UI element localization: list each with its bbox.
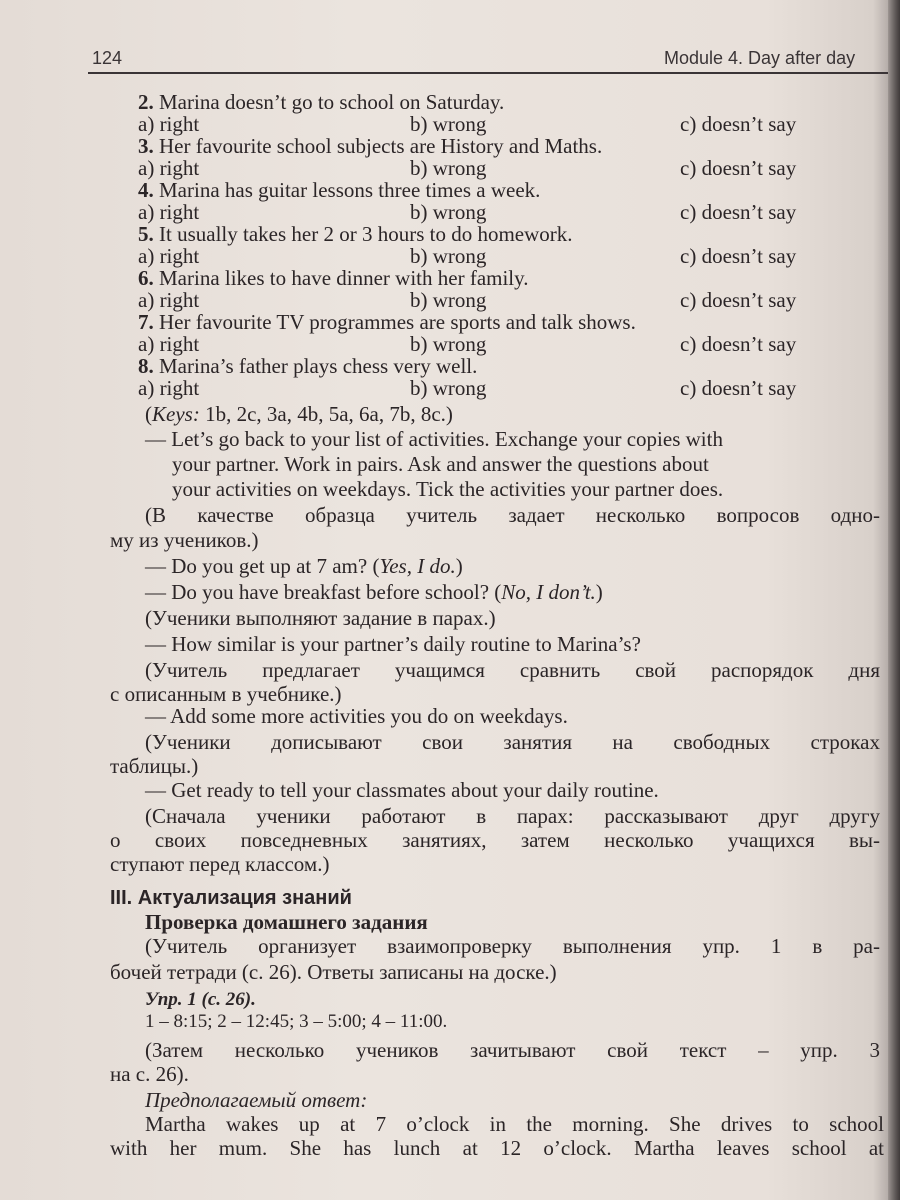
answer-label: Предполагаемый ответ: [145,1088,368,1112]
body-line: (Ученики дописывают свои занятия на свободных строках [145,730,880,754]
answer-option-c: c) doesn’t say [680,156,797,180]
answer-option-c: c) doesn’t say [680,376,797,400]
answer-option-b: b) wrong [410,244,487,268]
body-line: — Get ready to tell your classmates about your daily routine. [145,778,659,802]
answer-option-b: b) wrong [410,288,487,312]
section-subheading: Проверка домашнего задания [145,910,428,934]
dialogue-line: — Do you get up at 7 am? (Yes, I do.) [145,554,463,578]
body-line: your partner. Work in pairs. Ask and answer the questions about [172,452,709,476]
answer-option-b: b) wrong [410,156,487,180]
answer-option-a: a) right [138,156,200,180]
page-curl-shadow [888,0,900,1200]
body-line: (Учитель организует взаимопроверку выполнения упр. 1 в ра- [145,934,880,958]
answer-option-a: a) right [138,244,200,268]
answer-option-a: a) right [138,288,200,312]
question-4: 4. Marina has guitar lessons three times a week. [138,178,541,202]
body-line: ступают перед классом.) [110,852,330,876]
answer-option-c: c) doesn’t say [680,200,797,224]
answer-keys: (Keys: 1b, 2c, 3a, 4b, 5a, 6a, 7b, 8c.) [145,402,453,426]
body-line: Martha wakes up at 7 o’clock in the morning. She drives to school [145,1112,884,1136]
answer-option-b: b) wrong [410,112,487,136]
question-8: 8. Marina’s father plays chess very well. [138,354,478,378]
question-2: 2. Marina doesn’t go to school on Saturday. [138,90,505,114]
exercise-answers: 1 – 8:15; 2 – 12:45; 3 – 5:00; 4 – 11:00. [145,1011,448,1032]
body-line: (Ученики выполняют задание в парах.) [145,606,496,630]
body-line: (Сначала ученики работают в парах: рассказывают друг другу [145,804,880,828]
question-3: 3. Her favourite school subjects are History and Maths. [138,134,603,158]
section-heading: III. Актуализация знаний [110,887,352,909]
body-line: (В качестве образца учитель задает несколько вопросов одно- [145,503,880,527]
answer-option-b: b) wrong [410,200,487,224]
header-rule [88,72,888,74]
answer-option-a: a) right [138,332,200,356]
answer-option-b: b) wrong [410,332,487,356]
body-line: — How similar is your partner’s daily routine to Marina’s? [145,632,641,656]
question-7: 7. Her favourite TV programmes are sports and talk shows. [138,310,636,334]
exercise-label: Упр. 1 (с. 26). [145,989,256,1010]
answer-option-a: a) right [138,376,200,400]
dialogue-line: — Do you have breakfast before school? (No, I don’t.) [145,580,603,604]
answer-option-c: c) doesn’t say [680,244,797,268]
answer-option-a: a) right [138,200,200,224]
answer-option-a: a) right [138,112,200,136]
body-line: о своих повседневных занятиях, затем несколько учащихся вы- [110,828,880,852]
body-line: (Учитель предлагает учащимся сравнить свой распорядок дня [145,658,880,682]
body-line: на с. 26). [110,1062,189,1086]
question-5: 5. It usually takes her 2 or 3 hours to do homework. [138,222,573,246]
answer-option-c: c) doesn’t say [680,288,797,312]
question-6: 6. Marina likes to have dinner with her family. [138,266,529,290]
answer-option-c: c) doesn’t say [680,332,797,356]
body-line: с описанным в учебнике.) [110,682,342,706]
running-title: Module 4. Day after day [664,48,856,68]
answer-option-b: b) wrong [410,376,487,400]
body-line: — Let’s go back to your list of activities. Exchange your copies with [145,427,723,451]
body-line: таблицы.) [110,754,199,778]
body-line: your activities on weekdays. Tick the activities your partner does. [172,477,724,501]
body-line: (Затем несколько учеников зачитывают свой текст – упр. 3 [145,1038,880,1062]
body-line: — Add some more activities you do on weekdays. [145,704,568,728]
body-line: му из учеников.) [110,528,259,552]
body-line: бочей тетради (с. 26). Ответы записаны на доске.) [110,960,557,984]
page-number: 124 [92,48,123,68]
body-line: with her mum. She has lunch at 12 o’clock. Martha leaves school at [110,1136,884,1160]
answer-option-c: c) doesn’t say [680,112,797,136]
